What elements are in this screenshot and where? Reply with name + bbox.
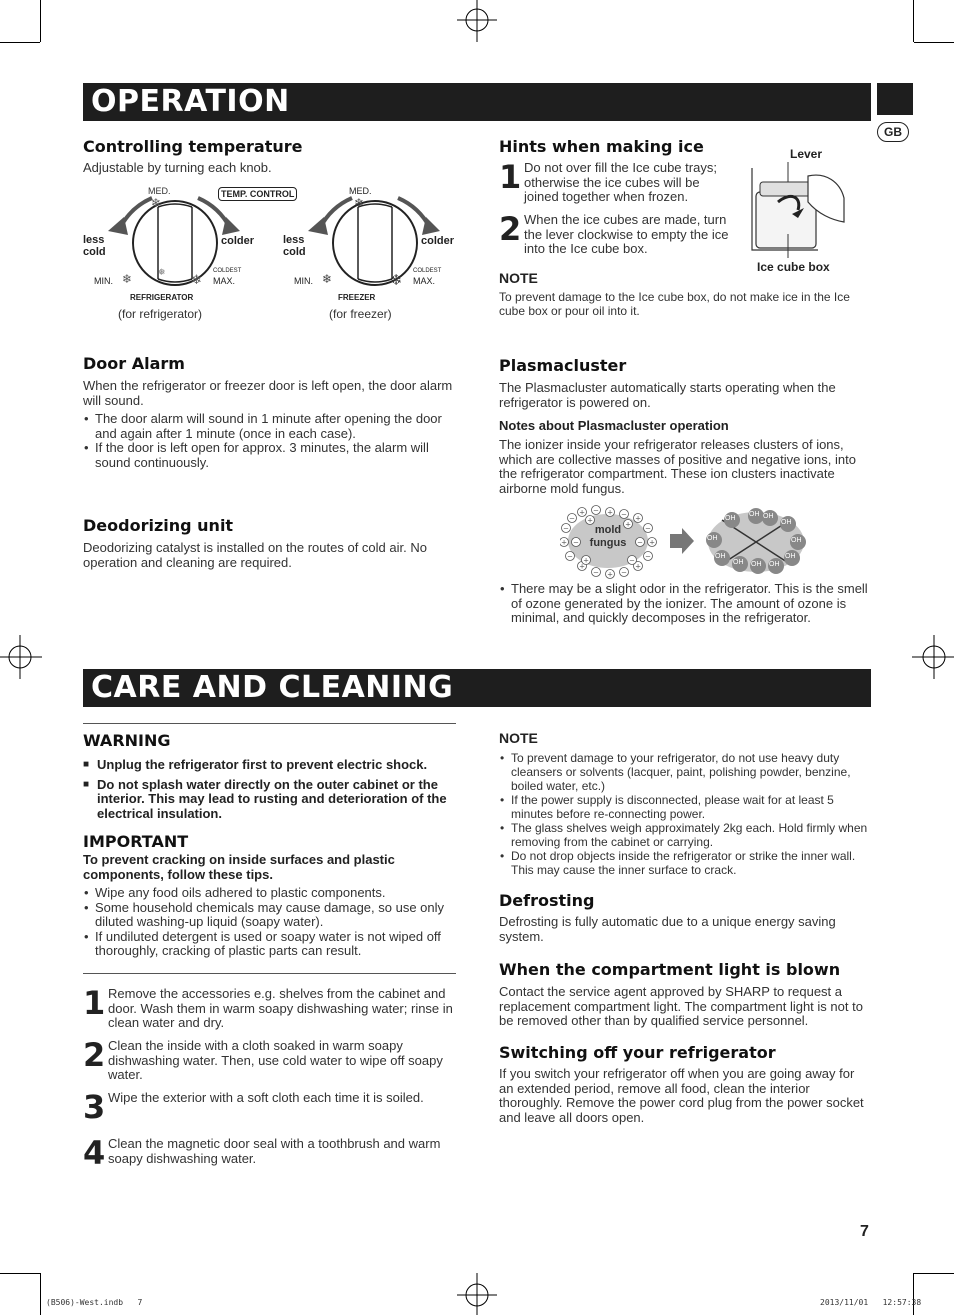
refrigerator-min-label: MIN. <box>94 276 113 286</box>
care-cleaning-banner: CARE AND CLEANING <box>83 669 871 707</box>
oh-ion-label: OH <box>763 513 774 520</box>
oh-ion-label: OH <box>715 553 726 560</box>
freezer-label: FREEZER <box>338 293 376 302</box>
svg-text:❅: ❅ <box>158 268 166 278</box>
crop-mark <box>40 1273 41 1315</box>
crop-mark <box>914 42 954 43</box>
refrigerator-caption: (for refrigerator) <box>118 307 203 321</box>
freezer-coldest-label: COLDEST <box>413 268 442 274</box>
registration-mark-bottom <box>455 1271 499 1315</box>
svg-text:−: − <box>563 524 569 533</box>
temp-control-label: TEMP. CONTROL <box>218 187 297 201</box>
list-item: • If the power supply is disconnected, please wait for at least 5 minutes before re-connecting power. <box>499 793 871 821</box>
controlling-temperature-intro: Adjustable by turning each knob. <box>83 160 272 175</box>
list-item: • Some household chemicals may cause damage, so use only diluted washing-up liquid (soapy water). <box>83 901 456 930</box>
door-alarm-list <box>83 412 455 470</box>
list-item: • To prevent damage to your refrigerator, do not use heavy duty cleansers or solvents (lacquer, paint, polishing powder, benzine, boiled water, etc.) <box>499 751 871 793</box>
freezer-less-cold-label: less cold <box>283 234 306 258</box>
list-item: • The door alarm will sound in 1 minute after opening the door and again after 1 minute (once in each case). <box>83 412 455 441</box>
list-item: • Do not drop objects inside the refrigerator or strike the inner wall. This may cause the inner surface to crack. <box>499 849 871 877</box>
cleaning-step-text: Remove the accessories e.g. shelves from the cabinet and door. Wash them in warm soapy dishwashing water; rinse in clean water and dry. <box>108 986 453 1030</box>
refrigerator-label: REFRIGERATOR <box>130 293 194 302</box>
refrigerator-max-label: MAX. <box>213 276 236 286</box>
care-note-heading: NOTE <box>499 730 538 746</box>
care-note-list <box>499 751 871 877</box>
list-item: • If undiluted detergent is used or soapy water is not wiped off thoroughly, cracking of plastic parts can result. <box>83 930 456 959</box>
refrigerator-colder-label: colder <box>221 235 255 247</box>
ice-step-text: Do not over fill the Ice cube trays; otherwise the ice cubes will be joined together when frozen. <box>524 160 717 204</box>
important-list <box>83 886 456 959</box>
warning-heading: WARNING <box>83 731 171 750</box>
svg-text:−: − <box>645 524 651 533</box>
cleaning-step-number: 2 <box>83 1036 106 1074</box>
svg-text:−: − <box>645 552 651 561</box>
svg-text:+: + <box>607 570 613 579</box>
freezer-min-label: MIN. <box>294 276 313 286</box>
deodorizing-heading: Deodorizing unit <box>83 516 234 535</box>
controlling-temperature-heading: Controlling temperature <box>83 137 303 156</box>
crop-mark <box>0 1273 40 1274</box>
snowflake-icon: ❄ <box>122 272 133 286</box>
important-lead: To prevent cracking on inside surfaces and plastic components, follow these tips. <box>83 852 395 882</box>
cleaning-step-number: 3 <box>83 1088 106 1126</box>
registration-mark-right <box>910 635 954 679</box>
oh-ion-label: OH <box>749 511 760 518</box>
snowflake-icon: ❄ <box>191 272 202 287</box>
cleaning-step-number: 4 <box>83 1134 106 1172</box>
list-item: • The glass shelves weigh approximately 2kg each. Hold firmly when removing from the cabinet or carrying. <box>499 821 871 849</box>
svg-text:+: + <box>635 514 641 523</box>
registration-mark-left <box>0 635 44 679</box>
door-alarm-heading: Door Alarm <box>83 354 185 373</box>
svg-text:−: − <box>629 556 635 565</box>
ice-maker-illustration <box>748 162 848 258</box>
oh-ion-label: OH <box>733 559 744 566</box>
refrigerator-med-label: MED. <box>148 186 171 196</box>
snowflake-icon: ❄ <box>151 196 162 210</box>
snowflake-icon: ❄ <box>390 272 403 289</box>
snowflake-icon: ❄ <box>322 272 333 286</box>
freezer-med-label: MED. <box>349 186 372 196</box>
svg-text:+: + <box>607 508 613 517</box>
freezer-caption: (for freezer) <box>329 307 392 321</box>
oh-ion-label: OH <box>785 553 796 560</box>
list-item: • There may be a slight odor in the refrigerator. This is the smell of ozone generated by the ionizer. The amount of ozone is minimal, and quickly decomposes in the refrigerator. <box>499 582 871 626</box>
door-alarm-intro: When the refrigerator or freezer door is left open, the door alarm will sound. <box>83 378 453 408</box>
switching-off-heading: Switching off your refrigerator <box>499 1043 776 1062</box>
hints-ice-heading: Hints when making ice <box>499 137 704 156</box>
crop-mark <box>913 0 914 42</box>
svg-text:−: − <box>593 506 599 515</box>
plasmacluster-notes-text: The ionizer inside your refrigerator releases clusters of ions, which are collective masses of positive and negative ions, into the refrigerator compartment. These ion clusters inactivate airborne mold fungus. <box>499 437 856 496</box>
crop-mark <box>913 1273 914 1315</box>
snowflake-icon: ❄ <box>354 196 365 210</box>
defrosting-text: Defrosting is fully automatic due to a unique energy saving system. <box>499 914 836 944</box>
svg-text:+: + <box>635 562 641 571</box>
language-badge: GB <box>877 122 909 142</box>
list-item: • If the door is left open for approx. 3 minutes, the alarm will sound continuously. <box>83 441 455 470</box>
oh-ion-label: OH <box>791 537 802 544</box>
svg-text:−: − <box>621 510 627 519</box>
divider <box>83 973 456 974</box>
crop-mark <box>914 1273 954 1274</box>
footer-timestamp: 2013/11/01 12:57:38 <box>820 1298 922 1307</box>
important-heading: IMPORTANT <box>83 832 189 851</box>
oh-ion-label: OH <box>707 535 718 542</box>
svg-text:−: − <box>621 568 627 577</box>
freezer-max-label: MAX. <box>413 276 436 286</box>
cleaning-step-text: Wipe the exterior with a soft cloth each time it is soiled. <box>108 1090 424 1105</box>
svg-text:+: + <box>587 516 593 525</box>
refrigerator-coldest-label: COLDEST <box>213 268 242 274</box>
defrosting-heading: Defrosting <box>499 891 595 910</box>
svg-text:−: − <box>573 538 579 547</box>
svg-text:+: + <box>649 538 655 547</box>
crop-mark <box>0 42 40 43</box>
svg-text:−: − <box>569 514 575 523</box>
lever-label: Lever <box>790 147 823 161</box>
ice-step-text: When the ice cubes are made, turn the lever clockwise to empty the ice into the Ice cube box. <box>524 212 729 256</box>
divider <box>83 723 456 724</box>
light-blown-text: Contact the service agent approved by SHARP to request a replacement compartment light. The compartment light is not to be removed other than by qualified service personnel. <box>499 984 863 1028</box>
freezer-colder-label: colder <box>421 235 455 247</box>
svg-text:+: + <box>561 538 567 547</box>
ice-note-text: To prevent damage to the Ice cube box, do not make ice in the Ice cube box or pour oil into it. <box>499 290 850 318</box>
mold-fungus-label: mold fungus <box>589 524 627 549</box>
deodorizing-text: Deodorizing catalyst is installed on the routes of cold air. No operation and cleaning are required. <box>83 540 427 570</box>
plasmacluster-heading: Plasmacluster <box>499 356 627 375</box>
svg-text:−: − <box>567 552 573 561</box>
footer-file: (B506)-West.indb 7 <box>46 1298 143 1307</box>
plasmacluster-notes-heading: Notes about Plasmacluster operation <box>499 418 729 433</box>
svg-text:−: − <box>593 568 599 577</box>
registration-mark-top <box>455 0 499 44</box>
svg-text:+: + <box>583 556 589 565</box>
ice-cube-box-label: Ice cube box <box>757 260 830 274</box>
cleaning-step-number: 1 <box>83 984 106 1022</box>
svg-text:+: + <box>625 520 631 529</box>
refrigerator-less-cold-label: less cold <box>83 234 106 258</box>
svg-text:+: + <box>579 508 585 517</box>
ice-step-number: 1 <box>499 158 522 196</box>
list-item: • Wipe any food oils adhered to plastic components. <box>83 886 456 901</box>
crop-mark <box>40 0 41 42</box>
oh-ion-label: OH <box>781 519 792 526</box>
oh-ion-label: OH <box>725 515 736 522</box>
svg-text:−: − <box>637 538 643 547</box>
plasmacluster-intro: The Plasmacluster automatically starts operating when the refrigerator is powered on. <box>499 380 836 410</box>
light-blown-heading: When the compartment light is blown <box>499 960 841 979</box>
warning-list <box>83 758 456 821</box>
svg-text:+: + <box>579 562 585 571</box>
list-item: ■ Do not splash water directly on the outer cabinet or the interior. This may lead to rusting and deterioration of the electrical insulation. <box>83 778 456 822</box>
cleaning-step-text: Clean the inside with a cloth soaked in warm soapy dishwashing water. Then, use cold water to wipe off soapy water. <box>108 1038 443 1082</box>
operation-banner: OPERATION <box>83 83 871 121</box>
oh-ion-label: OH <box>769 561 780 568</box>
page-number: 7 <box>860 1223 869 1240</box>
ice-step-number: 2 <box>499 210 522 248</box>
switching-off-text: If you switch your refrigerator off when you are going away for an extended period, remove all food, clean the interior thoroughly. Remove the power cord plug from the power socket and leave all doors open. <box>499 1066 864 1125</box>
oh-ion-label: OH <box>751 561 762 568</box>
ice-note-heading: NOTE <box>499 270 538 286</box>
list-item: ■ Unplug the refrigerator first to prevent electric shock. <box>83 758 456 773</box>
plasmacluster-list <box>499 582 871 626</box>
cleaning-step-text: Clean the magnetic door seal with a toothbrush and warm soapy dishwashing water. <box>108 1136 441 1166</box>
side-tab <box>877 83 913 115</box>
